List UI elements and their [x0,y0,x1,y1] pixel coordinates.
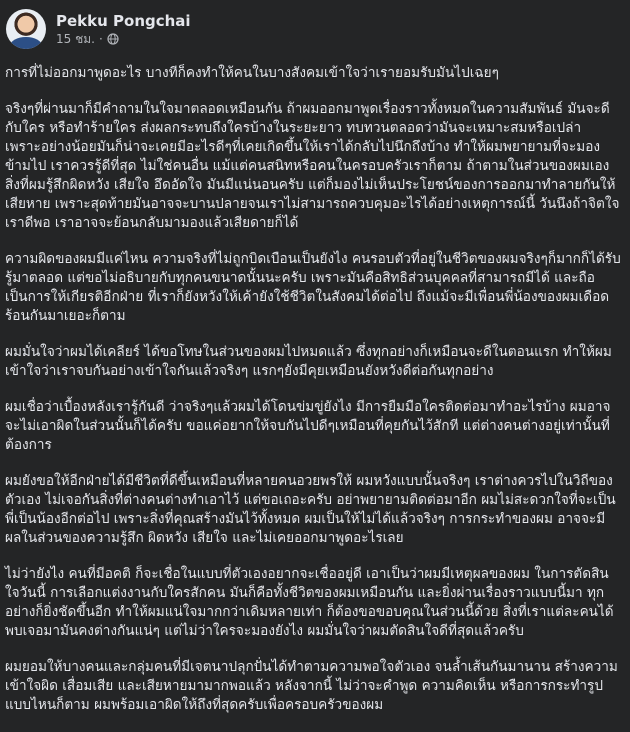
author-name[interactable]: Pekku Pongchai [56,12,191,30]
post-subline [56,31,191,47]
post-paragraph: การที่ไม่ออกมาพูดอะไร บางทีก็คงทำให้คนในบางสังคมเข้าใจว่าเรายอมรับมันไปเฉยๆ [5,65,499,81]
separator-dot: · [98,32,103,46]
post-paragraph: จริงๆที่ผ่านมาก็มีคำถามในใจมาตลอดเหมือนกัน ถ้าผมออกมาพูดเรื่องราวทั้งหมดในความสัมพันธ์ มันจะดีกับใคร หรือทำร้ายใคร ส่งผลกระทบถึงใครบ้างในระยะยาว ทบทวนตลอดว่ามันจะเหมาะสมหรือเปล่า เพราะอย่างน้อยมันก็น่าจะเคยมีอะไรดีๆที่เคยเกิดขึ้นให้เราได้กลับไปนึกถึงบ้าง ทำให้ผมพยายามที่จะมองข้ามไป เราควรรู้ดีที่สุด ไม่ใช่คนอื่น แม้แต่คนสนิทหรือคนในครอบครัวเราก็ตาม ถ้าตามในส่วนของผมเอง สิ่งที่ผมรู้สึกผิดหวัง เสียใจ อึดอัดใจ มันมีแน่นอนครับ แต่ก็มองไม่เห็นประโยชน์ของการออกมาทำลายกันให้เสียหาย เพราะสุดท้ายมันอาจจะบานปลายจนเราไม่สามารถควบคุมอะไรได้อย่างเหตุการณ์นี้ วันนึงถ้าจิตใจเราดีพอ เราอาจจะย้อนกลับมามองแล้วเสียดายก็ได้ [5,101,620,231]
post-paragraph: ผมเชื่อว่าเบื้องหลังเรารู้กันดี ว่าจริงๆแล้วผมได้โดนข่มขู่ยังไง มีการยืมมือใครติดต่อมาทำอะไรบ้าง ผมอาจจะไม่เอาผิดในส่วนนั้นก็ได้ครับ ขอแค่อยากให้จบกันไปดีๆเหมือนที่คุยกันไว้สักที แต่ต่างคนต่างอยู่เท่านั้นที่ต้องการ [5,399,611,453]
post-paragraph: ผมยอมให้บางคนและกลุ่มคนที่มีเจตนาปลุกปั่นได้ทำตามความพอใจตัวเอง จนล้ำเส้นกันมานาน สร้างความเข้าใจผิด เสื่อมเสีย และเสียหายมามากพอแล้ว หลังจากนี้ ไม่ว่าจะคำพูด ความคิดเห็น หรือการกระทำรูปแบบไหนก็ตาม ผมพร้อมเอาผิดให้ถึงที่สุดครับเพื่อครอบครัวของผม [5,659,618,713]
post-timestamp[interactable]: 15 ชม. [56,32,95,46]
globe-icon[interactable] [107,33,119,45]
post-body [5,64,621,732]
post-header [6,6,191,52]
post-paragraph: ผมยังขอให้อีกฝ่ายได้มีชีวิตที่ดีขึ้นเหมือนที่หลายคนอวยพรให้ ผมหวังแบบนั้นจริงๆ เราต่างควรไปในวิถีของตัวเอง ไม่เจอกันสิ่งที่ต่างคนต่างทำเอาไว้ แต่ขอเถอะครับ อย่าพยายามติดต่อมาอีก ผมไม่สะดวกใจที่จะเป็นพี่เป็นน้องอีกต่อไป เพราะสิ่งที่คุณสร้างมันไว้ทั้งหมด ผมเป็นให้ไม่ได้แล้วจริงๆ การกระทำของผม อาจจะมีผลในส่วนของความรู้สึก ผิดหวัง เสียใจ และไม่เคยออกมาพูดอะไรเลย [5,473,616,546]
post-paragraph: ผมมั่นใจว่าผมได้เคลียร์ ได้ขอโทษในส่วนของผมไปหมดแล้ว ซึ่งทุกอย่างก็เหมือนจะดีในตอนแรก ทำให้ผมเข้าใจว่าเราจบกันอย่างเข้าใจกันแล้วจริงๆ แรกๆยังมีคุยเหมือนยังหวังดีต่อกันทุกอย่าง [5,344,612,379]
post-paragraph: ความผิดของผมมีแค่ไหน ความจริงที่ไม่ถูกบิดเบือนเป็นยังไง คนรอบตัวที่อยู่ในชีวิตของผมจริงๆก็มากก็ได้รับรู้มาตลอด แต่ขอไม่อธิบายกับทุกคนขนาดนั้นนะครับ เพราะมันคือสิทธิส่วนบุคคลที่สามารถมีได้ และถือเป็นการให้เกียรติอีกฝ่าย ที่เราก็ยังหวังให้เค้ายังใช้ชีวิตในสังคมได้ต่อไป ถึงแม้จะมีเพื่อนพี่น้องของผมเดือดร้อนกันมาเยอะก็ตาม [5,251,621,324]
post-meta [56,11,191,47]
avatar[interactable] [6,9,46,49]
post-paragraph: ไม่ว่ายังไง คนที่มีอคติ ก็จะเชื่อในแบบที่ตัวเองอยากจะเชื่ออยู่ดี เอาเป็นว่าผมมีเหตุผลของผม ในการตัดสินใจวันนี้ การเลือกแต่งงานกับใครสักคน มันก็คือทั้งชีวิตของผมเหมือนกัน และยิ่งผ่านเรื่องราวแบบนี้มา ทุกอย่างก็ยิ่งชัดขึ้นอีก ทำให้ผมแน่ใจมากกว่าเดิมหลายเท่า ก็ต้องขอขอบคุณในส่วนนี้ด้วย สิ่งที่เราแต่ละคนได้พบเจอมามันคงต่างกันแน่ๆ แต่ไม่ว่าใครจะมองยังไง ผมมั่นใจว่าผมตัดสินใจดีที่สุดแล้วครับ [5,566,614,639]
